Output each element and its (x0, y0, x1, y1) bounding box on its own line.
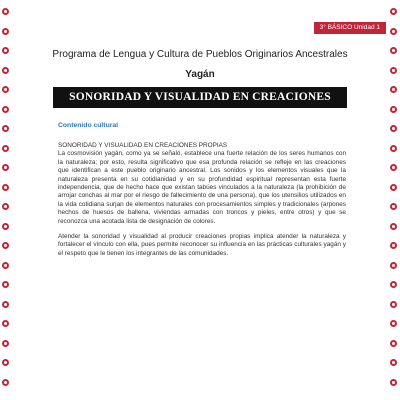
ornament-dot-icon (390, 67, 397, 74)
ornament-dot-icon (390, 340, 397, 347)
ornament-dot-icon (390, 47, 397, 54)
ornament-dot-icon (390, 86, 397, 93)
ornament-dot-icon (390, 184, 397, 191)
paragraph-2: Atender la sonoridad y visualidad al producir creaciones propias implica atender la naturaleza y fortalecer el vínculo con ella, pues permite reconocer su influencia en las prácticas culturales yagán y el respeto que le tienen los integrantes de las comunidades. (58, 233, 346, 257)
paragraph-1: La cosmovisión yagán, como ya se señaló, establece una fuerte relación de los seres humanos con la naturaleza; por esto, resulta significativo que esa profunda relación se refleje en las creaciones que identifican a este pueblo originario ancestral. Los sonidos y los elementos visuales que la naturaleza presenta en su cotidianidad y en su profundidad espiritual representan esta fuerte independencia, que de hecho hace que existan tabúes vinculados a la naturaleza (la prohibición de arrojar conchas al mar por el riesgo de fallecimiento de una persona), que los utensilios utilizados en la vida cotidiana surjan de elementos naturales con procesamientos simples y tradicionales (arpones hechos de huesos de ballena, viviendas armadas con troncos y pieles, entre otros) y que se reconozca una acotada lista de designación de colores. (58, 150, 346, 225)
ornament-dot-icon (390, 28, 397, 35)
section-heading: Contenido cultural (58, 122, 119, 129)
ornament-dot-icon (2, 106, 9, 113)
ornament-dot-icon (2, 145, 9, 152)
ornament-dot-icon (2, 359, 9, 366)
grade-unit-badge: 3° BÁSICO Unidad 1 (314, 22, 386, 34)
ornament-dot-icon (2, 320, 9, 327)
ornament-dot-icon (2, 203, 9, 210)
ornament-dot-icon (390, 125, 397, 132)
ornament-dot-icon (2, 184, 9, 191)
ornament-dot-icon (2, 242, 9, 249)
ornament-dot-icon (2, 281, 9, 288)
ornament-dot-icon (390, 164, 397, 171)
ornament-dot-icon (2, 47, 9, 54)
ornament-dot-icon (390, 320, 397, 327)
ornament-dot-icon (2, 379, 9, 386)
ornament-dot-icon (390, 145, 397, 152)
ornament-dot-icon (2, 340, 9, 347)
ornament-dot-icon (2, 301, 9, 308)
left-ornament-border (0, 0, 12, 400)
program-title: Programa de Lengua y Cultura de Pueblos Originarios Ancestrales (52, 49, 348, 60)
ornament-dot-icon (2, 164, 9, 171)
people-name: Yagán (185, 69, 215, 80)
body-subtitle: SONORIDAD Y VISUALIDAD EN CREACIONES PROPIAS (58, 142, 228, 149)
ornament-dot-icon (390, 281, 397, 288)
ornament-dot-icon (2, 223, 9, 230)
ornament-dot-icon (2, 262, 9, 269)
ornament-dot-icon (390, 262, 397, 269)
body-text (58, 142, 346, 258)
ornament-dot-icon (390, 301, 397, 308)
ornament-dot-icon (2, 8, 9, 15)
right-ornament-border (388, 0, 400, 400)
ornament-dot-icon (390, 8, 397, 15)
ornament-dot-icon (390, 203, 397, 210)
ornament-dot-icon (390, 359, 397, 366)
ornament-dot-icon (390, 223, 397, 230)
ornament-dot-icon (2, 86, 9, 93)
section-banner: SONORIDAD Y VISUALIDAD EN CREACIONES PROPIAS (53, 87, 347, 108)
ornament-dot-icon (2, 28, 9, 35)
ornament-dot-icon (390, 242, 397, 249)
ornament-dot-icon (2, 67, 9, 74)
ornament-dot-icon (2, 125, 9, 132)
ornament-dot-icon (390, 379, 397, 386)
ornament-dot-icon (390, 106, 397, 113)
